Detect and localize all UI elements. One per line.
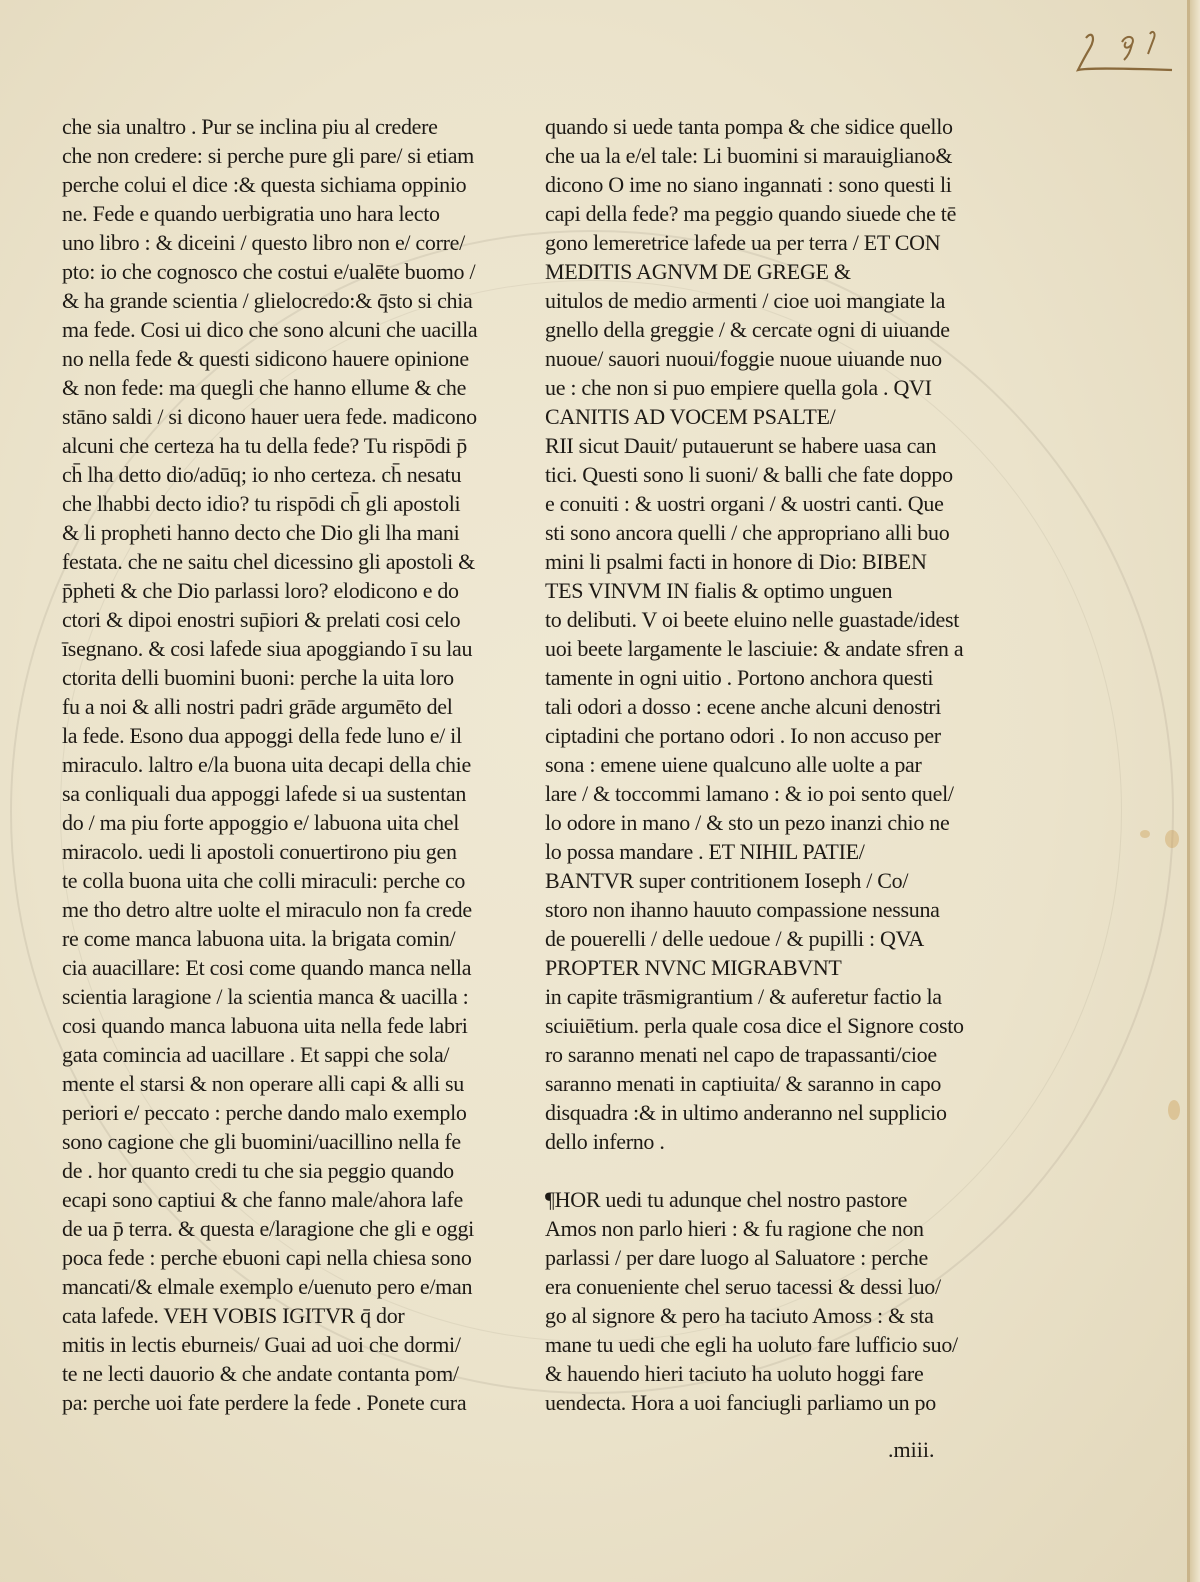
text-line: MEDITIS AGNVM DE GREGE &: [545, 259, 851, 284]
text-line: ne. Fede e quando uerbigratia uno hara lecto: [62, 201, 440, 226]
text-line: te ne lecti dauorio & che andate contanta pom/: [62, 1361, 459, 1386]
text-line: CANITIS AD VOCEM PSALTE/: [545, 404, 836, 429]
text-line: RII sicut Dauit/ putauerunt se habere uasa can: [545, 433, 937, 458]
text-line: de pouerelli / delle uedoue / & pupilli : QVA: [545, 926, 924, 951]
text-line: de . hor quanto credi tu che sia peggio quando: [62, 1158, 454, 1183]
text-line: cia auacillare: Et cosi come quando manca nella: [62, 955, 472, 980]
text-line: te colla buona uita che colli miraculi: perche co: [62, 868, 466, 893]
text-line: ch̄ lha detto dio/adūq; io nho certeza. ch̄ nesatu: [62, 462, 462, 487]
text-line: to delibuti. V oi beete eluino nelle guastade/idest: [545, 607, 960, 632]
text-line: miracolo. uedi li apostoli conuertirono piu gen: [62, 839, 457, 864]
text-line: ma fede. Cosi ui dico che sono alcuni che uacilla: [62, 317, 478, 342]
text-line: parlassi / per dare luogo al Saluatore : perche: [545, 1245, 928, 1270]
text-line: gnello della greggie / & cercate ogni di uiuande: [545, 317, 950, 342]
text-line: sono cagione che gli buomini/uacillino nella fe: [62, 1129, 461, 1154]
text-line: BANTVR super contritionem Ioseph / Co/: [545, 868, 909, 893]
signature-mark: .miii.: [888, 1437, 935, 1462]
text-line: TES VINVM IN fialis & optimo unguen: [545, 578, 893, 603]
text-line: lo odore in mano / & sto un pezo inanzi chio ne: [545, 810, 950, 835]
text-line: mini li psalmi facti in honore di Dio: BIBEN: [545, 549, 927, 574]
text-line: & li propheti hanno decto che Dio gli lha mani: [62, 520, 460, 545]
text-line: de ua p̄ terra. & questa e/laragione che gli e oggi: [62, 1216, 474, 1241]
text-line: che non credere: si perche pure gli pare/ si etiam: [62, 143, 474, 168]
text-line: festata. che ne saitu chel dicessino gli apostoli &: [62, 549, 475, 574]
text-line: poca fede : perche ebuoni capi nella chiesa sono: [62, 1245, 472, 1270]
text-line: lo possa mandare . ET NIHIL PATIE/: [545, 839, 865, 864]
text-line: stāno saldi / si dicono hauer uera fede. madicono: [62, 404, 477, 429]
text-line: ctorita delli buomini buoni: perche la uita loro: [62, 665, 454, 690]
text-line: PROPTER NVNC MIGRABVNT: [545, 955, 842, 980]
text-line: & hauendo hieri taciuto ha uoluto hoggi fare: [545, 1361, 924, 1386]
text-line: mancati/& elmale exemplo e/uenuto pero e/man: [62, 1274, 473, 1299]
text-line: gono lemeretrice lafede ua per terra / ET CON: [545, 230, 941, 255]
text-line: uitulos de medio armenti / cioe uoi mangiate la: [545, 288, 946, 313]
text-line: ctori & dipoi enostri sup̄iori & prelati cosi celo: [62, 607, 461, 632]
text-line: dello inferno .: [545, 1129, 665, 1154]
text-line: tali odori a dosso : ecene anche alcuni denostri: [545, 694, 942, 719]
text-line: & ha grande scientia / glielocredo:& q̄sto si chia: [62, 288, 473, 313]
text-line: pto: io che cognosco che costui e/ualēte buomo /: [62, 259, 476, 284]
text-line: go al signore & pero ha taciuto Amoss : & sta: [545, 1303, 934, 1328]
page-edge: [1190, 0, 1200, 1582]
text-line: īsegnano. & cosi lafede siua apoggiando ī su lau: [62, 636, 473, 661]
page-edge-line: [1187, 0, 1190, 1582]
text-line: tici. Questi sono li suoni/ & balli che fate doppo: [545, 462, 953, 487]
handwritten-folio-number: [1072, 28, 1182, 74]
text-line: tamente in ogni uitio . Portono anchora questi: [545, 665, 934, 690]
text-line: sti sono ancora quelli / che appropriano alli buo: [545, 520, 950, 545]
text-line: la fede. Esono dua appoggi della fede luno e/ il: [62, 723, 462, 748]
text-line: pa: perche uoi fate perdere la fede . Ponete cura: [62, 1390, 467, 1415]
text-line: no nella fede & questi sidicono hauere opinione: [62, 346, 469, 371]
text-line: mente el starsi & non operare alli capi & alli su: [62, 1071, 464, 1096]
foxing-stain: [1168, 1100, 1180, 1120]
right-text-column: [545, 112, 993, 1417]
foxing-stain: [1165, 830, 1179, 848]
text-line: ¶HOR uedi tu adunque chel nostro pastore: [545, 1187, 908, 1212]
text-line: uendecta. Hora a uoi fanciugli parliamo un po: [545, 1390, 936, 1415]
text-line: miraculo. laltro e/la buona uita decapi della chie: [62, 752, 471, 777]
text-line: ciptadini che portano odori . Io non accuso per: [545, 723, 941, 748]
text-line: e conuiti : & uostri organi / & uostri canti. Que: [545, 491, 944, 516]
text-line: mitis in lectis eburneis/ Guai ad uoi che dormi/: [62, 1332, 461, 1357]
text-line: lare / & toccommi lamano : & io poi sento quel/: [545, 781, 954, 806]
text-line: periori e/ peccato : perche dando malo exemplo: [62, 1100, 467, 1125]
text-line: re come manca labuona uita. la brigata comin/: [62, 926, 456, 951]
text-line: gata comincia ad uacillare . Et sappi che sola/: [62, 1042, 450, 1067]
text-line: ro saranno menati nel capo de trapassanti/cioe: [545, 1042, 937, 1067]
text-line: che ua la e/el tale: Li buomini si marauigliano&: [545, 143, 953, 168]
text-line: disquadra :& in ultimo anderanno nel supplicio: [545, 1100, 947, 1125]
text-line: in capite trāsmigrantium / & auferetur factio la: [545, 984, 942, 1009]
text-line: perche colui el dice :& questa sichiama oppinio: [62, 172, 467, 197]
text-line: ecapi sono captiui & che fanno male/ahora lafe: [62, 1187, 463, 1212]
text-line: Amos non parlo hieri : & fu ragione che non: [545, 1216, 924, 1241]
text-line: me tho detro altre uolte el miraculo non fa crede: [62, 897, 472, 922]
text-line: sona : emene uiene qualcuno alle uolte a par: [545, 752, 922, 777]
text-line: & non fede: ma quegli che hanno ellume & che: [62, 375, 467, 400]
text-line: cata lafede. VEH VOBIS IGITVR q̄ dor: [62, 1303, 405, 1328]
left-text-column: [62, 112, 507, 1417]
text-line: uoi beete largamente le lasciuie: & andate sfren a: [545, 636, 964, 661]
text-line: do / ma piu forte appoggio e/ labuona uita chel: [62, 810, 460, 835]
text-line: era conueniente chel seruo tacessi & dessi luo/: [545, 1274, 941, 1299]
text-line: scientia laragione / la scientia manca & uacilla :: [62, 984, 469, 1009]
text-line: che sia unaltro . Pur se inclina piu al credere: [62, 114, 438, 139]
text-line: dicono O ime no siano ingannati : sono questi li: [545, 172, 952, 197]
text-line: ue : che non si puo empiere quella gola . QVI: [545, 375, 932, 400]
text-line: mane tu uedi che egli ha uoluto fare lufficio suo/: [545, 1332, 958, 1357]
text-line: p̄pheti & che Dio parlassi loro? elodicono e do: [62, 578, 459, 603]
text-line: capi della fede? ma peggio quando siuede che tē: [545, 201, 957, 226]
text-line: storo non ihanno hauuto compassione nessuna: [545, 897, 940, 922]
text-line: saranno menati in captiuita/ & saranno in capo: [545, 1071, 942, 1096]
text-line: quando si uede tanta pompa & che sidice quello: [545, 114, 953, 139]
text-line: sa conliquali dua appoggi lafede si ua sustentan: [62, 781, 467, 806]
text-line: nuoue/ sauori nuoui/foggie nuoue uiuande nuo: [545, 346, 942, 371]
foxing-stain: [1140, 830, 1150, 838]
text-line: uno libro : & diceini / questo libro non e/ corre/: [62, 230, 465, 255]
text-line: cosi quando manca labuona uita nella fede labri: [62, 1013, 468, 1038]
text-line: alcuni che certeza ha tu della fede? Tu rispōdi p̄: [62, 433, 467, 458]
text-line: che lhabbi decto idio? tu rispōdi ch̄ gli apostoli: [62, 491, 461, 516]
text-line: sciuiētium. perla quale cosa dice el Signore costo: [545, 1013, 964, 1038]
text-line: fu a noi & alli nostri padri grāde argumēto del: [62, 694, 453, 719]
